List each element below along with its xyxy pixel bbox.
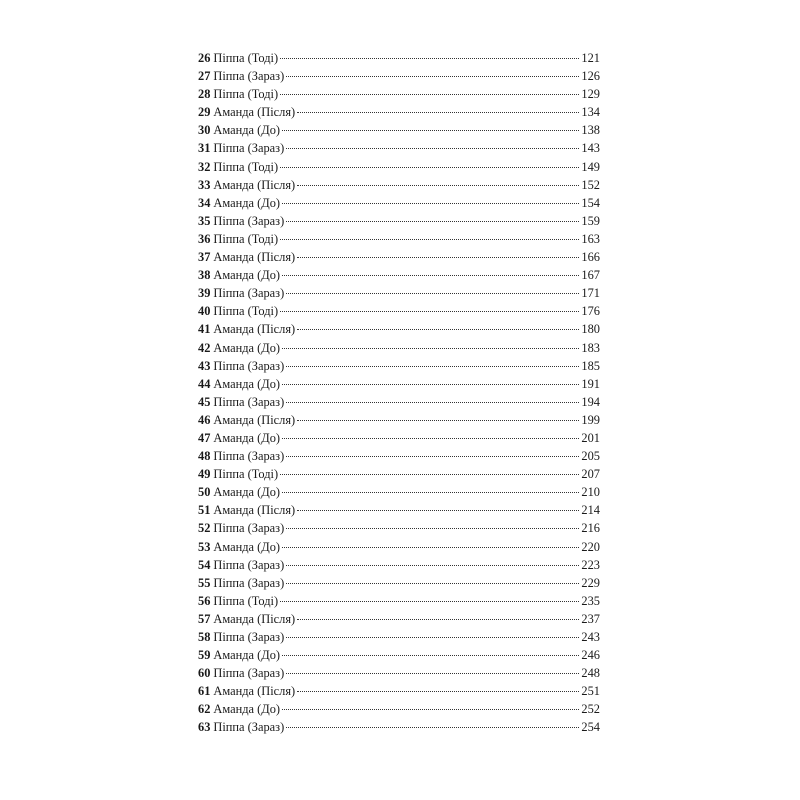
dot-leader <box>280 601 579 602</box>
dot-leader <box>297 112 579 113</box>
chapter-number: 61 <box>198 684 211 699</box>
dot-leader <box>297 510 579 511</box>
chapter-title: Аманда (До) <box>213 376 281 391</box>
dot-leader <box>280 311 579 312</box>
chapter-title: Аманда (До) <box>213 195 281 210</box>
page-number: 235 <box>581 593 600 608</box>
toc-entry <box>198 158 600 176</box>
chapter-title: Піппа (Тоді) <box>213 231 279 246</box>
dot-leader <box>286 565 579 566</box>
page-number: 251 <box>581 684 600 699</box>
dot-leader <box>286 456 579 457</box>
toc-entry <box>198 49 600 67</box>
chapter-number: 38 <box>198 268 211 283</box>
dot-leader <box>280 239 579 240</box>
chapter-title: Аманда (До) <box>213 123 281 138</box>
toc-entry <box>198 628 600 646</box>
page-number: 205 <box>581 449 600 464</box>
toc-entry <box>198 646 600 664</box>
toc-entry <box>198 664 600 682</box>
page-number: 163 <box>581 231 600 246</box>
dot-leader <box>282 709 579 710</box>
dot-leader <box>282 203 579 204</box>
toc-entry <box>198 718 600 736</box>
chapter-number: 47 <box>198 430 211 445</box>
page-number: 237 <box>581 611 600 626</box>
chapter-number: 58 <box>198 630 211 644</box>
dot-leader <box>297 185 579 186</box>
chapter-title: Аманда (Після) <box>213 177 296 192</box>
chapter-title: Піппа (Тоді) <box>213 304 279 319</box>
chapter-title: Піппа (Тоді) <box>213 87 279 102</box>
toc-entry <box>198 357 600 375</box>
chapter-number: 50 <box>198 485 211 500</box>
chapter-title: Аманда (До) <box>213 648 281 663</box>
toc-entry <box>198 139 600 157</box>
page-number: 229 <box>581 575 600 590</box>
page-number: 194 <box>581 394 600 409</box>
toc-entry <box>198 85 600 103</box>
chapter-number: 54 <box>198 557 211 572</box>
toc-entry <box>198 375 600 393</box>
page-number: 191 <box>581 376 600 391</box>
chapter-number: 59 <box>198 648 211 663</box>
toc-entry <box>198 230 600 248</box>
chapter-number: 46 <box>198 412 211 427</box>
dot-leader <box>280 167 579 168</box>
page-number: 246 <box>581 648 600 663</box>
chapter-number: 33 <box>198 177 211 192</box>
chapter-number: 37 <box>198 250 211 265</box>
page-number: 134 <box>581 105 600 120</box>
chapter-number: 39 <box>198 286 211 301</box>
chapter-title: Піппа (Тоді) <box>213 51 279 65</box>
toc-entry <box>198 266 600 284</box>
toc-entry <box>198 447 600 465</box>
toc-entry <box>198 429 600 447</box>
toc-entry <box>198 194 600 212</box>
chapter-title: Аманда (Після) <box>213 611 296 626</box>
dot-leader <box>282 130 579 131</box>
chapter-number: 34 <box>198 195 211 210</box>
page-number: 129 <box>581 87 600 102</box>
chapter-number: 48 <box>198 449 211 464</box>
chapter-number: 42 <box>198 340 211 355</box>
toc-entry <box>198 411 600 429</box>
chapter-title: Аманда (Після) <box>213 684 296 699</box>
page-number: 252 <box>581 702 600 717</box>
dot-leader <box>280 94 579 95</box>
page-number: 126 <box>581 69 600 84</box>
chapter-number: 49 <box>198 467 211 482</box>
chapter-title: Аманда (Після) <box>213 412 296 427</box>
chapter-title: Аманда (До) <box>213 485 281 500</box>
page-number: 201 <box>581 430 600 445</box>
dot-leader <box>297 420 579 421</box>
chapter-title: Піппа (Зараз) <box>213 286 285 301</box>
chapter-number: 30 <box>198 123 211 138</box>
dot-leader <box>286 293 579 294</box>
page-number: 154 <box>581 195 600 210</box>
chapter-title: Піппа (Зараз) <box>213 394 285 409</box>
chapter-number: 55 <box>198 575 211 590</box>
dot-leader <box>286 637 579 638</box>
dot-leader <box>297 691 579 692</box>
chapter-title: Аманда (До) <box>213 539 281 554</box>
toc-entry <box>198 538 600 556</box>
chapter-title: Піппа (Зараз) <box>213 575 285 590</box>
dot-leader <box>282 655 579 656</box>
chapter-number: 63 <box>198 720 211 735</box>
chapter-title: Аманда (Після) <box>213 503 296 518</box>
toc-entry <box>198 483 600 501</box>
chapter-title: Піппа (Зараз) <box>213 449 285 464</box>
toc-entry <box>198 339 600 357</box>
toc-entry <box>198 519 600 537</box>
chapter-number: 60 <box>198 666 211 681</box>
page-number: 248 <box>581 666 600 681</box>
dot-leader <box>280 58 579 59</box>
page-number: 185 <box>581 358 600 373</box>
chapter-title: Піппа (Зараз) <box>213 213 285 228</box>
dot-leader <box>286 528 579 529</box>
chapter-number: 40 <box>198 304 211 319</box>
dot-leader <box>280 474 579 475</box>
chapter-title: Піппа (Зараз) <box>213 720 285 735</box>
chapter-number: 27 <box>198 69 211 84</box>
dot-leader <box>286 673 579 674</box>
toc-entry <box>198 501 600 519</box>
chapter-title: Аманда (Після) <box>213 105 296 120</box>
chapter-number: 44 <box>198 376 211 391</box>
chapter-title: Піппа (Зараз) <box>213 141 285 156</box>
page-number: 176 <box>581 304 600 319</box>
toc-entry <box>198 67 600 85</box>
dot-leader <box>286 221 579 222</box>
toc-entry <box>198 574 600 592</box>
page-number: 152 <box>581 177 600 192</box>
chapter-number: 29 <box>198 105 211 120</box>
dot-leader <box>286 402 579 403</box>
chapter-title: Піппа (Тоді) <box>213 593 279 608</box>
toc-entry <box>198 465 600 483</box>
toc-entry <box>198 393 600 411</box>
chapter-title: Аманда (До) <box>213 430 281 445</box>
dot-leader <box>286 366 579 367</box>
toc-entry <box>198 103 600 121</box>
chapter-number: 52 <box>198 521 211 536</box>
dot-leader <box>297 619 579 620</box>
toc-entry <box>198 556 600 574</box>
page-number: 254 <box>581 720 600 735</box>
page-number: 121 <box>581 51 600 65</box>
page-number: 220 <box>581 539 600 554</box>
dot-leader <box>282 384 579 385</box>
chapter-title: Піппа (Зараз) <box>213 69 285 84</box>
page-number: 180 <box>581 322 600 337</box>
page-number: 183 <box>581 340 600 355</box>
toc-entry <box>198 592 600 610</box>
page-number: 167 <box>581 268 600 283</box>
page-number: 214 <box>581 503 600 518</box>
page-number: 149 <box>581 159 600 174</box>
chapter-title: Піппа (Зараз) <box>213 666 285 681</box>
chapter-number: 56 <box>198 593 211 608</box>
dot-leader <box>282 492 579 493</box>
page-number: 171 <box>581 286 600 301</box>
toc-entry <box>198 284 600 302</box>
page-number: 223 <box>581 557 600 572</box>
dot-leader <box>286 76 579 77</box>
dot-leader <box>282 547 579 548</box>
toc-entry <box>198 248 600 266</box>
toc-entry <box>198 212 600 230</box>
chapter-number: 35 <box>198 213 211 228</box>
chapter-number: 51 <box>198 503 211 518</box>
chapter-title: Піппа (Зараз) <box>213 630 285 644</box>
chapter-title: Аманда (До) <box>213 340 281 355</box>
dot-leader <box>282 348 579 349</box>
page-number: 210 <box>581 485 600 500</box>
chapter-number: 53 <box>198 539 211 554</box>
toc-entry <box>198 610 600 628</box>
dot-leader <box>297 257 579 258</box>
dot-leader <box>297 329 579 330</box>
dot-leader <box>282 438 579 439</box>
dot-leader <box>286 583 579 584</box>
page-number: 207 <box>581 467 600 482</box>
dot-leader <box>286 148 579 149</box>
toc-entry <box>198 121 600 139</box>
chapter-title: Піппа (Зараз) <box>213 358 285 373</box>
toc-entry <box>198 320 600 338</box>
chapter-number: 28 <box>198 87 211 102</box>
chapter-title: Піппа (Тоді) <box>213 159 279 174</box>
toc-entry <box>198 176 600 194</box>
chapter-title: Аманда (Після) <box>213 250 296 265</box>
dot-leader <box>282 275 579 276</box>
chapter-title: Аманда (Після) <box>213 322 296 337</box>
page-number: 138 <box>581 123 600 138</box>
chapter-number: 57 <box>198 611 211 626</box>
chapter-title: Піппа (Зараз) <box>213 521 285 536</box>
page-number: 159 <box>581 213 600 228</box>
chapter-number: 26 <box>198 51 211 65</box>
chapter-number: 31 <box>198 141 211 156</box>
chapter-number: 36 <box>198 231 211 246</box>
chapter-title: Аманда (До) <box>213 702 281 717</box>
page-number: 216 <box>581 521 600 536</box>
chapter-number: 41 <box>198 322 211 337</box>
toc-entry <box>198 302 600 320</box>
chapter-title: Піппа (Зараз) <box>213 557 285 572</box>
page-number: 143 <box>581 141 600 156</box>
page-number: 243 <box>581 630 600 644</box>
chapter-title: Піппа (Тоді) <box>213 467 279 482</box>
chapter-number: 62 <box>198 702 211 717</box>
toc-entry <box>198 700 600 718</box>
chapter-number: 45 <box>198 394 211 409</box>
chapter-number: 32 <box>198 159 211 174</box>
table-of-contents <box>198 49 600 737</box>
page-number: 199 <box>581 412 600 427</box>
chapter-number: 43 <box>198 358 211 373</box>
toc-entry <box>198 682 600 700</box>
chapter-title: Аманда (До) <box>213 268 281 283</box>
page-number: 166 <box>581 250 600 265</box>
dot-leader <box>286 727 579 728</box>
